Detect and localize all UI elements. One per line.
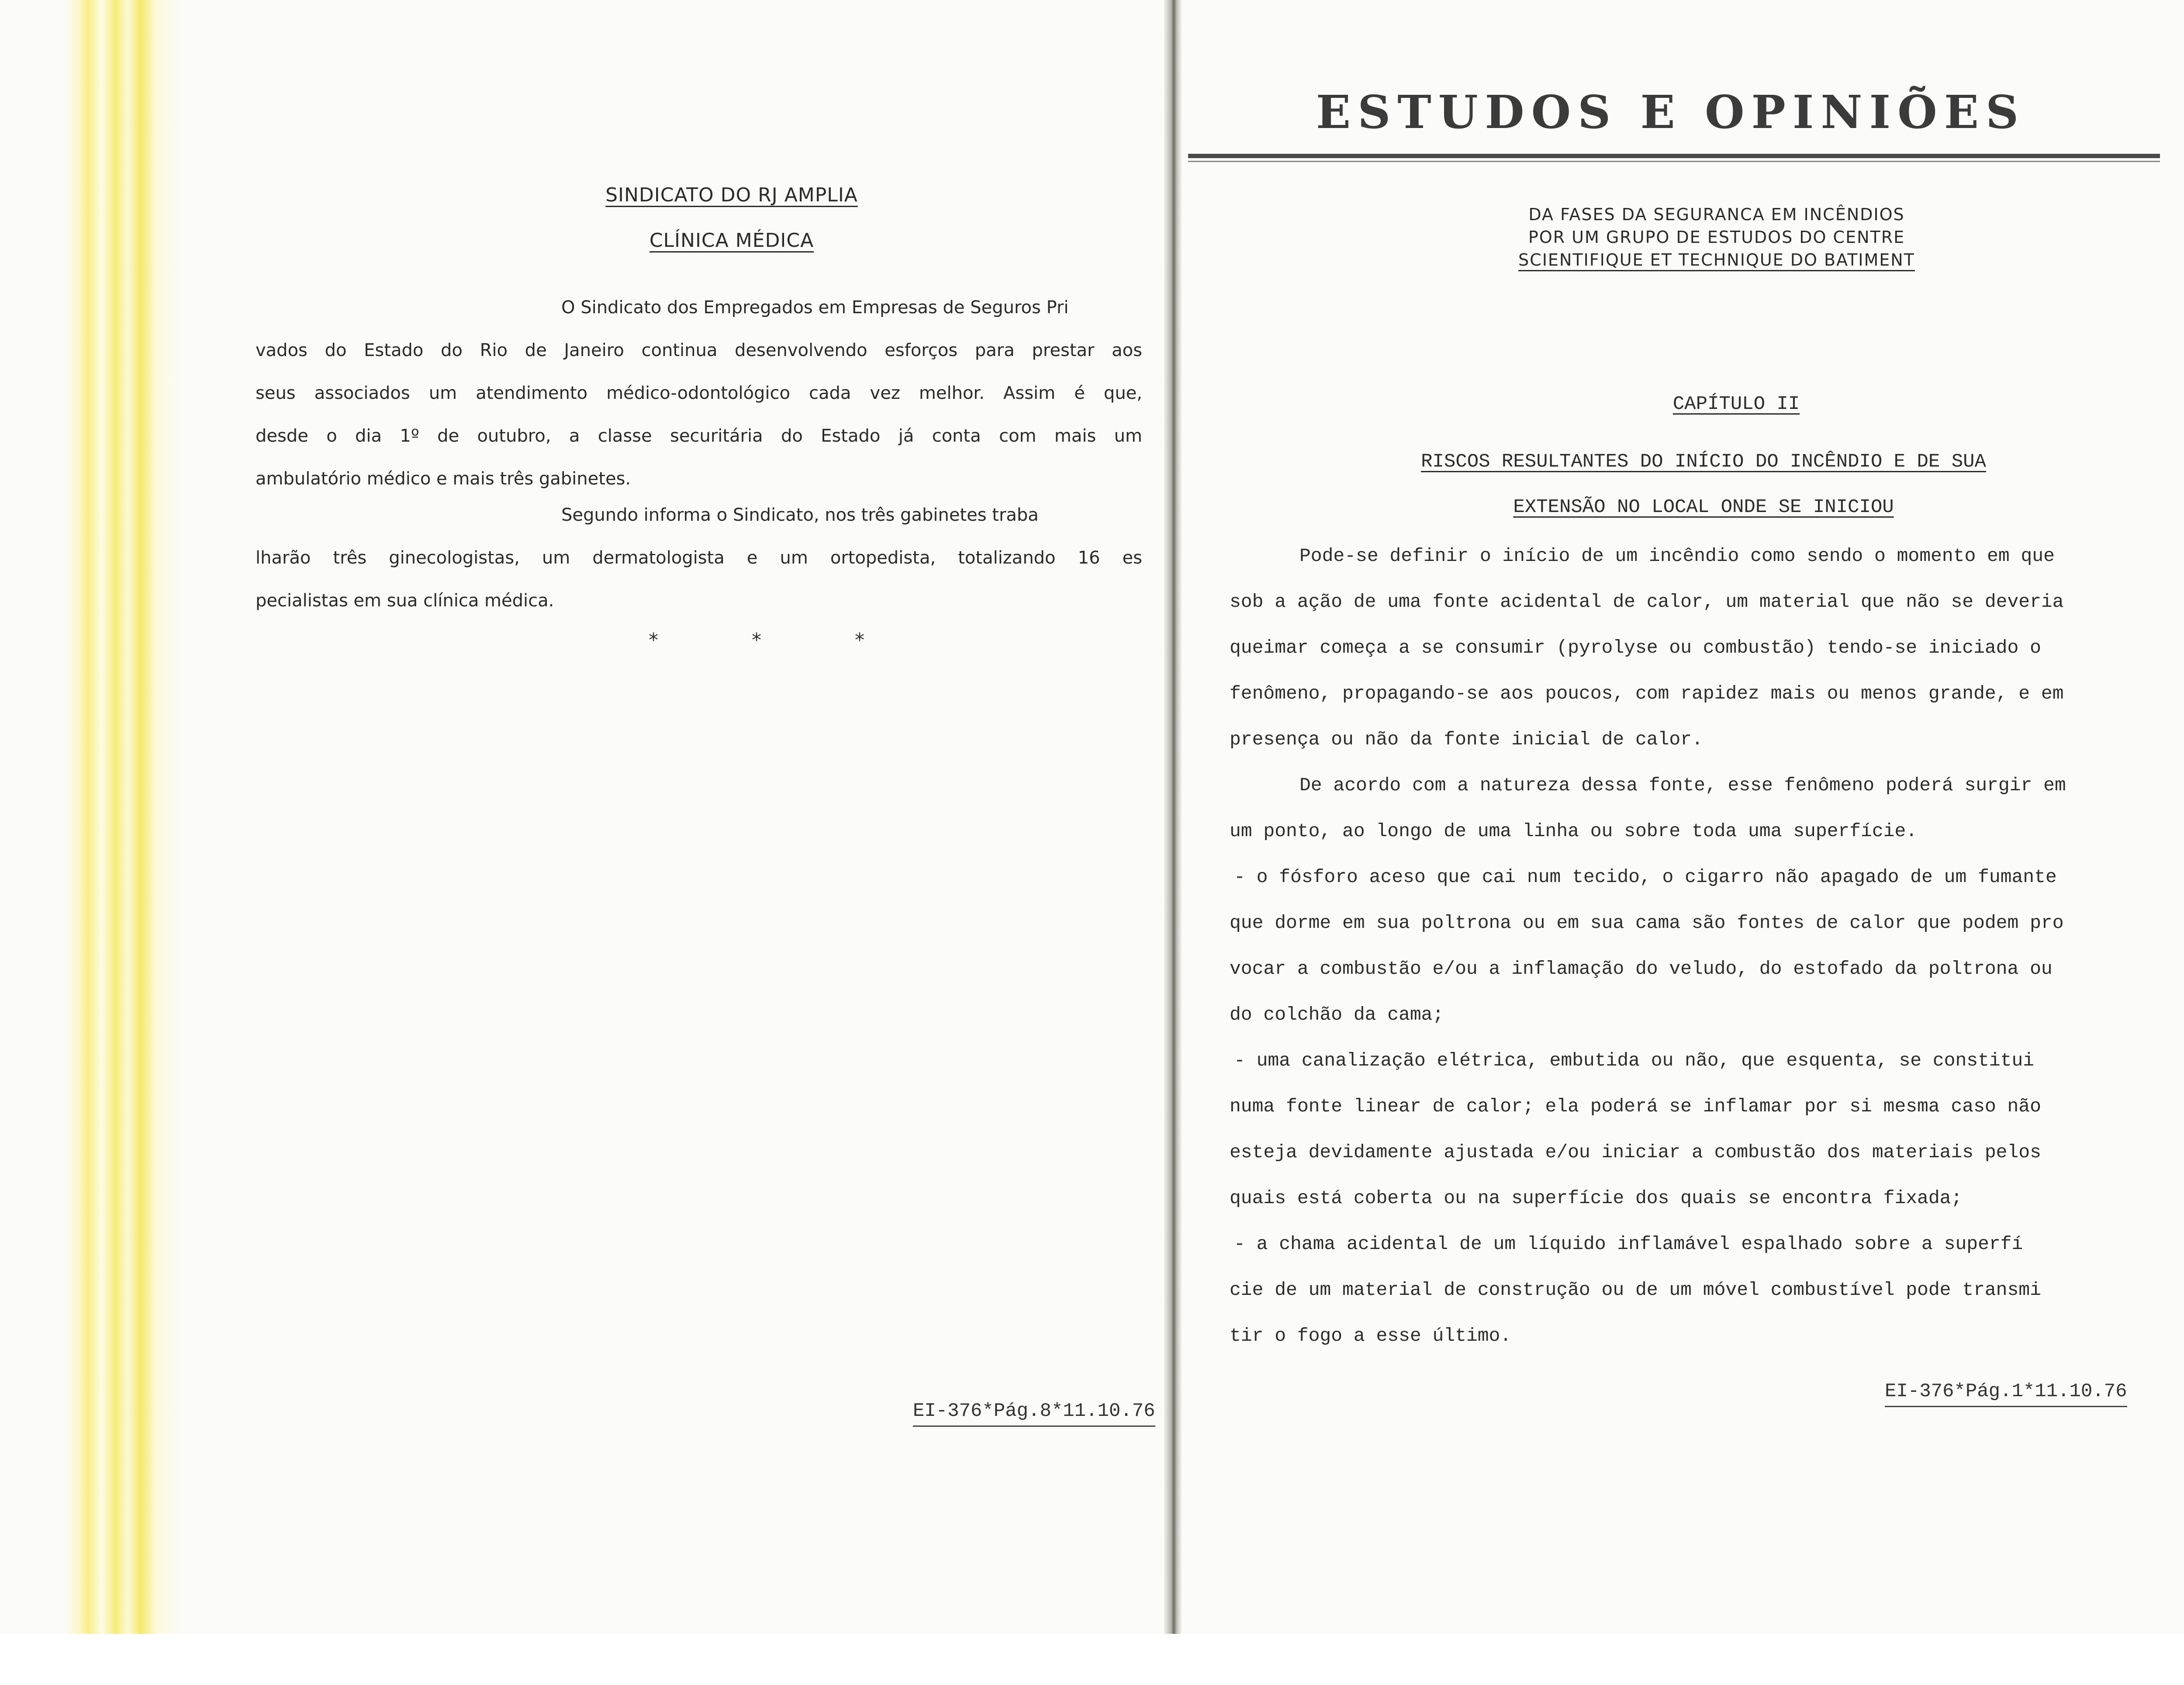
masthead-rule xyxy=(1188,154,2160,158)
body-line: quais está coberta ou na superfície dos quais se encontra fixada; xyxy=(1230,1187,1963,1209)
body-line: vocar a combustão e/ou a inflamação do veludo, do estofado da poltrona ou xyxy=(1230,958,2053,979)
left-heading xyxy=(480,173,983,263)
chapter-label: CAPÍTULO II xyxy=(1673,393,1800,415)
body-line: numa fonte linear de calor; ela poderá se inflamar por si mesma caso não xyxy=(1230,1096,2041,1117)
subtitle-line: DA FASES DA SEGURANCA EM INCÊNDIOS xyxy=(1528,205,1905,224)
body-line: De acordo com a natureza dessa fonte, esse fenômeno poderá surgir em xyxy=(1299,775,2066,796)
chapter-title xyxy=(1236,439,2171,530)
body-line: esteja devidamente ajustada e/ou iniciar a combustão dos materiais pelos xyxy=(1230,1142,2041,1163)
article-subtitle xyxy=(1441,203,1992,271)
left-p2-line: pecialistas em sua clínica médica. xyxy=(256,591,554,611)
left-heading-line1: SINDICATO DO RJ AMPLIA xyxy=(605,184,858,206)
page-edges-strip xyxy=(66,0,179,1634)
left-p1-line: desde o dia 1º de outubro, a classe securitária do Estado já conta com mais um xyxy=(256,426,1142,446)
left-p1-line: vados do Estado do Rio de Janeiro continua desenvolvendo esforços para prestar aos xyxy=(256,340,1142,360)
body-line: que dorme em sua poltrona ou em sua cama são fontes de calor que podem pro xyxy=(1230,912,2064,934)
separator-stars: * * * xyxy=(649,629,908,651)
left-p2-line: Segundo informa o Sindicato, nos três gabinetes traba xyxy=(561,505,1039,525)
body-line: fenômeno, propagando-se aos poucos, com rapidez mais ou menos grande, e em xyxy=(1230,683,2064,704)
body-line: Pode-se definir o início de um incêndio como sendo o momento em que xyxy=(1299,545,2055,567)
body-line: - uma canalização elétrica, embutida ou não, que esquenta, se constitui xyxy=(1234,1050,2035,1071)
left-p2-line: lharão três ginecologistas, um dermatologista e um ortopedista, totalizando 16 es xyxy=(256,548,1142,568)
left-p1-line: seus associados um atendimento médico-odontológico cada vez melhor. Assim é que, xyxy=(256,383,1142,403)
chapter-title-line1: RISCOS RESULTANTES DO INÍCIO DO INCÊNDIO E DE SUA xyxy=(1421,451,1986,473)
article-body xyxy=(1230,533,2169,1359)
body-line: tir o fogo a esse último. xyxy=(1230,1325,1512,1346)
body-line: queimar começa a se consumir (pyrolyse ou combustão) tendo-se iniciado o xyxy=(1230,637,2041,658)
masthead-title: ESTUDOS E OPINIÕES xyxy=(1316,85,2026,139)
body-line: cie de um material de construção ou de um móvel combustível pode transmi xyxy=(1230,1279,2041,1301)
body-line: presença ou não da fonte inicial de calor. xyxy=(1230,729,1703,750)
book-gutter xyxy=(1164,0,1182,1634)
body-line: - a chama acidental de um líquido inflamável espalhado sobre a superfí xyxy=(1234,1233,2023,1255)
left-heading-line2: CLÍNICA MÉDICA xyxy=(649,229,814,252)
chapter-number xyxy=(1529,393,1944,415)
chapter-title-line2: EXTENSÃO NO LOCAL ONDE SE INICIOU xyxy=(1513,496,1894,518)
left-p1-line: O Sindicato dos Empregados em Empresas de Seguros Pri xyxy=(561,298,1069,318)
body-line: um ponto, ao longo de uma linha ou sobre toda uma superfície. xyxy=(1230,820,1918,842)
subtitle-line: POR UM GRUPO DE ESTUDOS DO CENTRE xyxy=(1528,228,1905,247)
left-p1-line: ambulatório médico e mais três gabinetes. xyxy=(256,469,631,489)
subtitle-line: SCIENTIFIQUE ET TECHNIQUE DO BATIMENT xyxy=(1518,250,1915,270)
left-paragraph-2 xyxy=(256,494,1142,622)
body-line: - o fósforo aceso que cai num tecido, o cigarro não apagado de um fumante xyxy=(1234,866,2057,888)
left-paragraph-1 xyxy=(256,286,1142,500)
right-folio: EI-376*Pág.1*11.10.76 xyxy=(1885,1381,2127,1407)
left-folio: EI-376*Pág.8*11.10.76 xyxy=(913,1400,1155,1427)
body-line: do colchão da cama; xyxy=(1230,1004,1444,1025)
masthead-rule-thin xyxy=(1188,161,2160,162)
body-line: sob a ação de uma fonte acidental de calor, um material que não se deveria xyxy=(1230,591,2064,612)
